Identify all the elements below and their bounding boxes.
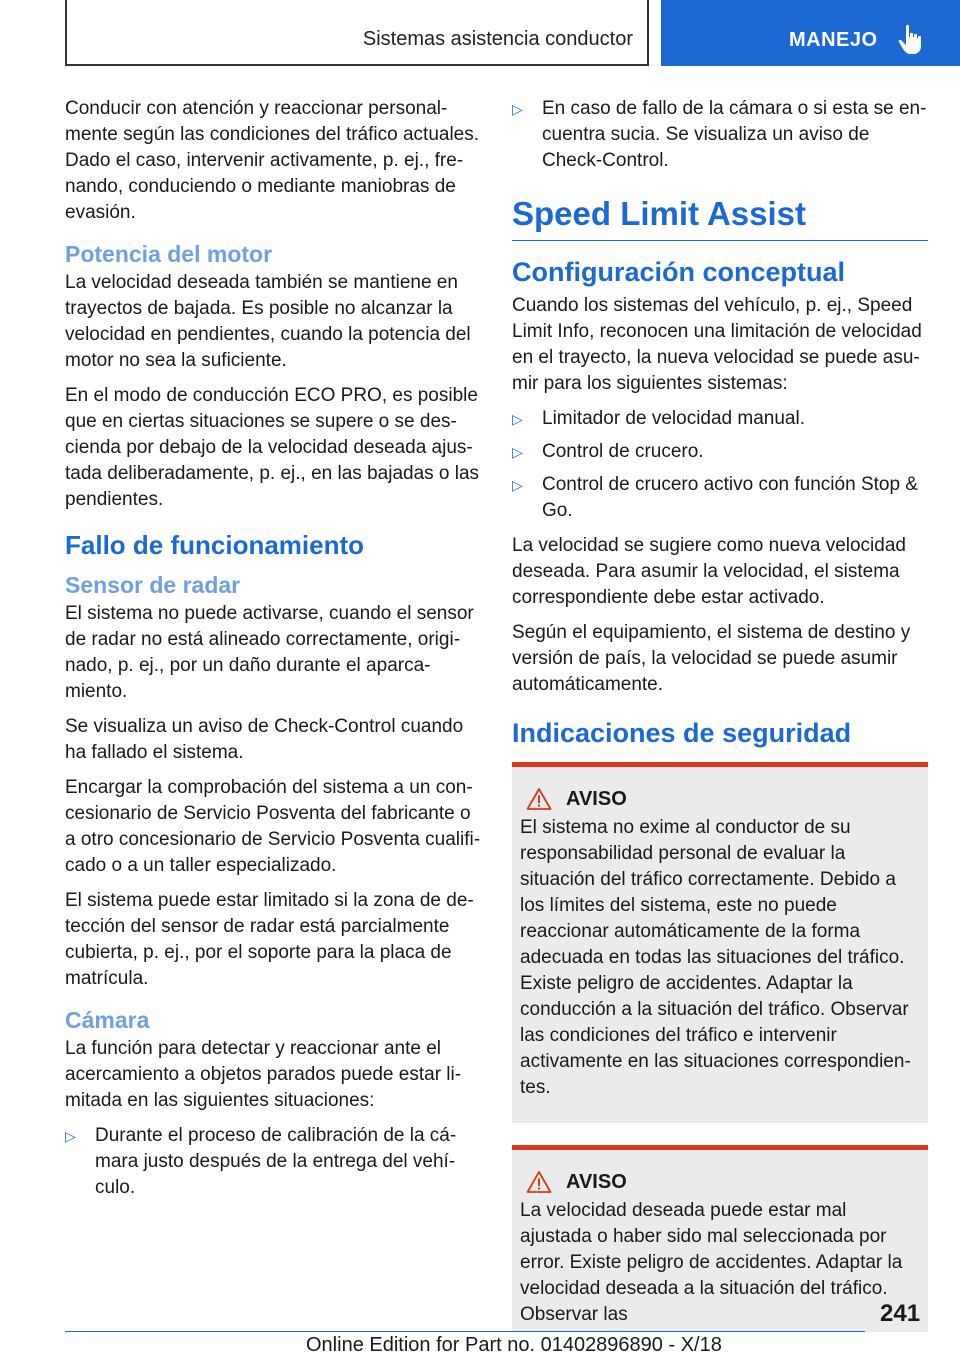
warning-triangle-icon <box>526 1170 552 1194</box>
heading-indicaciones: Indicaciones de seguridad <box>512 718 852 748</box>
footer-divider <box>65 1331 865 1332</box>
list-item-text: Control de crucero. <box>542 441 704 462</box>
list-item <box>512 406 928 432</box>
left-column <box>65 96 481 1210</box>
bullet-triangle-icon: ▷ <box>512 411 523 427</box>
bullet-triangle-icon: ▷ <box>512 444 523 460</box>
list-item-text: En caso de fallo de la cámara o si esta se encuentra sucia. Se visualiza un aviso de Check-Control. <box>542 98 927 171</box>
heading-camara: Cámara <box>65 1007 150 1033</box>
paragraph: La función para detectar y reaccionar ante el acercamiento a objetos parados puede estar limitada en las siguientes situaciones: <box>65 1038 462 1111</box>
paragraph: Según el equipamiento, el sistema de destino y versión de país, la velocidad se puede asumir automáticamente. <box>512 622 911 695</box>
bullet-list <box>512 406 928 524</box>
bullet-triangle-icon: ▷ <box>512 101 523 117</box>
heading-potencia: Potencia del motor <box>65 241 273 267</box>
list-item-text: Limitador de velocidad manual. <box>542 408 805 429</box>
page-number: 241 <box>880 1300 921 1327</box>
header-section-box <box>65 0 649 66</box>
warning-text: La velocidad deseada puede estar mal ajustada o haber sido mal seleccionada por error. Existe peligro de accidentes. Adaptar la velocidad deseada a la situación del tráfico. Observar las <box>520 1200 903 1325</box>
paragraph: La velocidad deseada también se mantiene en trayectos de bajada. Es posible no alcanzar la velocidad en pendientes, cuando la potencia del motor no sea la suficiente. <box>65 272 471 371</box>
list-item <box>512 96 928 174</box>
warning-box <box>512 1145 928 1332</box>
warning-title: AVISO <box>566 1170 627 1193</box>
footer-edition: Online Edition for Part no. 01402896890 - X/18 <box>306 1334 722 1356</box>
paragraph: El sistema puede estar limitado si la zona de detección del sensor de radar está parcialmente cubierta, p. ej., por el soporte para la placa de matrícula. <box>65 890 474 989</box>
paragraph: En el modo de conducción ECO PRO, es posible que en ciertas situaciones se supere o se descienda por debajo de la velocidad deseada ajustada deliberadamente, p. ej., en las bajadas o las pendientes. <box>65 385 480 510</box>
list-item <box>512 472 928 524</box>
warning-header <box>526 1170 920 1194</box>
header-section-title: Sistemas asistencia conductor <box>362 28 633 50</box>
heading-sensor: Sensor de radar <box>65 572 241 598</box>
bullet-triangle-icon: ▷ <box>512 477 523 493</box>
heading-speed-limit-assist: Speed Limit Assist <box>512 194 928 241</box>
right-column <box>512 96 928 1332</box>
heading-configuracion: Configuración conceptual <box>512 257 846 287</box>
list-item-text: Control de crucero activo con función Stop & Go. <box>542 474 918 521</box>
bullet-list <box>65 1123 481 1201</box>
paragraph: Se visualiza un aviso de Check-Control cuando ha fallado el sistema. <box>65 716 464 763</box>
header-chapter-label: MANEJO <box>789 29 878 51</box>
warning-header <box>526 787 920 811</box>
list-item <box>65 1123 481 1201</box>
warning-text: El sistema no exime al conductor de su responsabilidad personal de evaluar la situación del tráfico correctamente. Debido a los límites del sistema, este no puede reaccionar automáticamente de la forma adecuada en todas las situaciones del tráfico. Existe peligro de accidentes. Adaptar la conducción a la situación del tráfico. Observar las condiciones del tráfico e intervenir activamente en las situaciones correspondientes. <box>520 817 911 1098</box>
paragraph: Encargar la comprobación del sistema a un concesionario de Servicio Posventa del fabricante o a otro concesionario de Servicio Posventa cualificado o a un taller especializado. <box>65 777 481 876</box>
paragraph: Cuando los sistemas del vehículo, p. ej., Speed Limit Info, reconocen una limitación de velocidad en el trayecto, la nueva velocidad se puede asumir para los siguientes sistemas: <box>512 295 922 394</box>
warning-triangle-icon <box>526 787 552 811</box>
paragraph: Conducir con atención y reaccionar personalmente según las condiciones del tráfico actuales. Dado el caso, intervenir activamente, p. ej., frenando, conduciendo o mediante maniobras de evasión. <box>65 98 480 223</box>
paragraph: La velocidad se sugiere como nueva velocidad deseada. Para asumir la velocidad, el sistema correspondiente debe estar activado. <box>512 535 906 608</box>
warning-title: AVISO <box>566 787 627 810</box>
heading-fallo: Fallo de funcionamiento <box>65 530 365 560</box>
header-chapter-tab <box>661 0 960 66</box>
bullet-triangle-icon: ▷ <box>65 1128 76 1144</box>
warning-box <box>512 762 928 1123</box>
list-item-text: Durante el proceso de calibración de la cámara justo después de la entrega del vehículo. <box>95 1125 457 1198</box>
paragraph: El sistema no puede activarse, cuando el sensor de radar no está alineado correctamente, originado, p. ej., por un daño durante el aparcamiento. <box>65 603 474 702</box>
bullet-list <box>512 96 928 174</box>
list-item <box>512 439 928 465</box>
pointing-hand-icon <box>895 22 929 56</box>
